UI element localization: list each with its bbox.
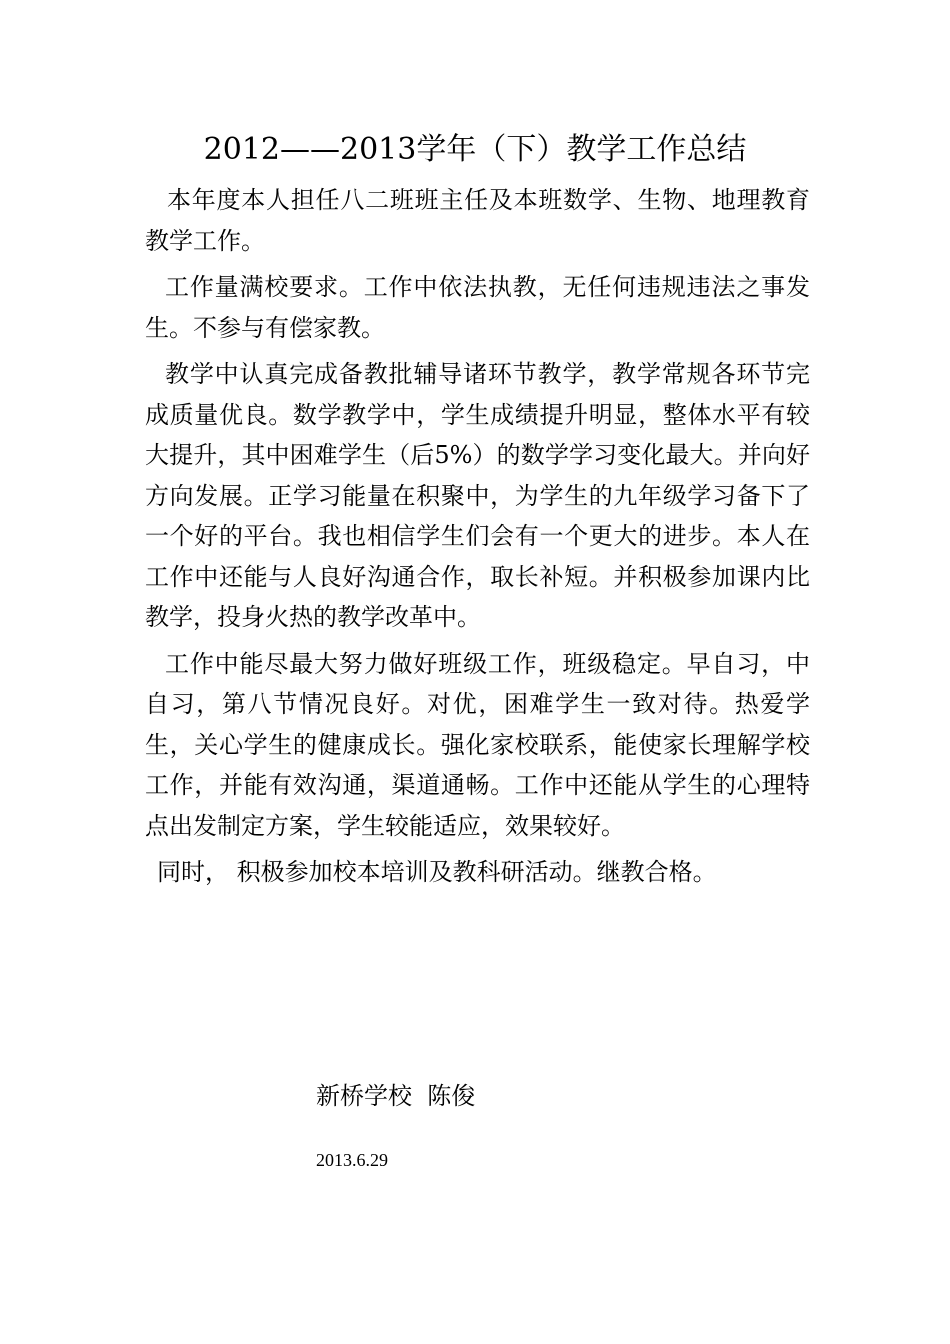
- signature: 新桥学校 陈俊: [316, 1082, 476, 1110]
- paragraph-1: 本年度本人担任八二班班主任及本班数学、生物、地理教育教学工作。: [145, 186, 810, 255]
- document-title: 2012——2013学年（下）教学工作总结: [203, 132, 747, 167]
- paragraph-2: 工作量满校要求。工作中依法执教，无任何违规违法之事发生。不参与有偿家教。: [145, 273, 810, 342]
- paragraph-5: 同时， 积极参加校本培训及教科研活动。继教合格。: [157, 858, 717, 886]
- document-body: [145, 180, 810, 893]
- paragraph-4: 工作中能尽最大努力做好班级工作，班级稳定。早自习，中自习，第八节情况良好。对优，困难学生一致对待。热爱学生，关心学生的健康成长。强化家校联系，能使家长理解学校工作，并能有效沟通，渠道通畅。工作中还能从学生的心理特点出发制定方案，学生较能适应，效果较好。: [145, 649, 810, 840]
- signature-date: 2013.6.29: [316, 1150, 388, 1170]
- paragraph-3: 教学中认真完成备教批辅导诸环节教学，教学常规各环节完成质量优良。数学教学中，学生成绩提升明显，整体水平有较大提升，其中困难学生（后5%）的数学学习变化最大。并向好方向发展。正学习能量在积聚中，为学生的九年级学习备下了一个好的平台。我也相信学生们会有一个更大的进步。本人在工作中还能与人良好沟通合作，取长补短。并积极参加课内比教学，投身火热的教学改革中。: [145, 360, 810, 631]
